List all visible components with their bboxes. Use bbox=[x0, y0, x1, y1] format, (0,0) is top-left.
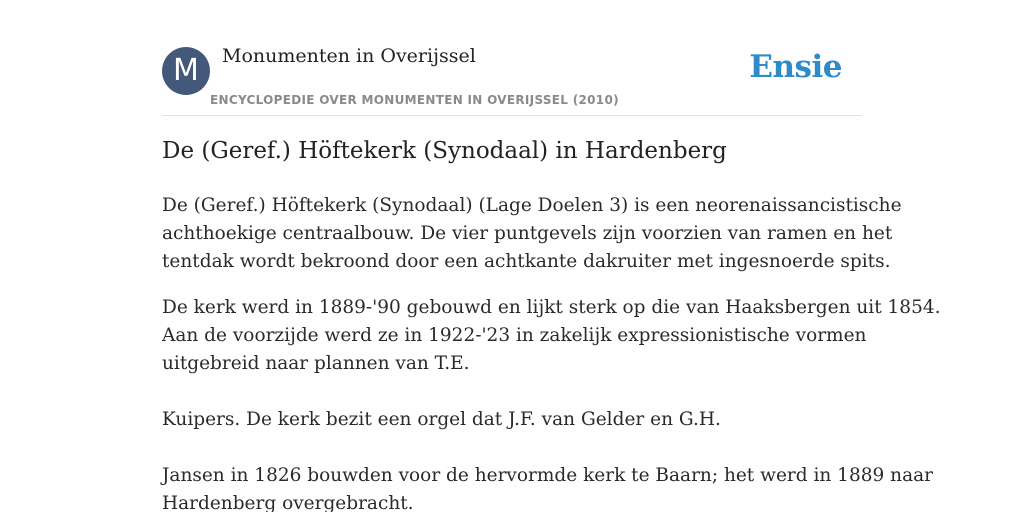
text-line: De kerk werd in 1889-'90 gebouwd en lijkt sterk op die van Haaksbergen uit 1854. bbox=[162, 297, 941, 318]
source-header bbox=[162, 0, 862, 116]
source-avatar[interactable]: M bbox=[162, 47, 210, 95]
text-line: tentdak wordt bekroond door een achtkante dakruiter met ingesnoerde spits. bbox=[162, 251, 891, 272]
paragraph-1 bbox=[162, 192, 902, 276]
article-container bbox=[162, 0, 941, 512]
text-line: uitgebreid naar plannen van T.E. bbox=[162, 353, 470, 374]
text-line: Hardenberg overgebracht. bbox=[162, 493, 414, 512]
text-line: Jansen in 1826 bouwden voor de hervormde kerk te Baarn; het werd in 1889 naar bbox=[162, 465, 933, 486]
source-subtitle: ENCYCLOPEDIE OVER MONUMENTEN IN OVERIJSSEL (2010) bbox=[210, 93, 619, 107]
paragraph-2 bbox=[162, 294, 941, 512]
text-line: De (Geref.) Höftekerk (Synodaal) (Lage Doelen 3) is een neorenaissancistische bbox=[162, 195, 902, 216]
article-body bbox=[162, 192, 941, 512]
line-break bbox=[162, 378, 872, 406]
ensie-logo[interactable]: Ensie bbox=[749, 49, 842, 85]
line-break bbox=[162, 434, 872, 462]
text-line: achthoekige centraalbouw. De vier puntgevels zijn voorzien van ramen en het bbox=[162, 223, 893, 244]
text-line: Kuipers. De kerk bezit een orgel dat J.F. van Gelder en G.H. bbox=[162, 409, 721, 430]
source-title-link[interactable]: Monumenten in Overijssel bbox=[222, 45, 476, 67]
text-line: Aan de voorzijde werd ze in 1922-'23 in zakelijk expressionistische vormen bbox=[162, 325, 867, 346]
article-title: De (Geref.) Höftekerk (Synodaal) in Hardenberg bbox=[162, 138, 727, 164]
